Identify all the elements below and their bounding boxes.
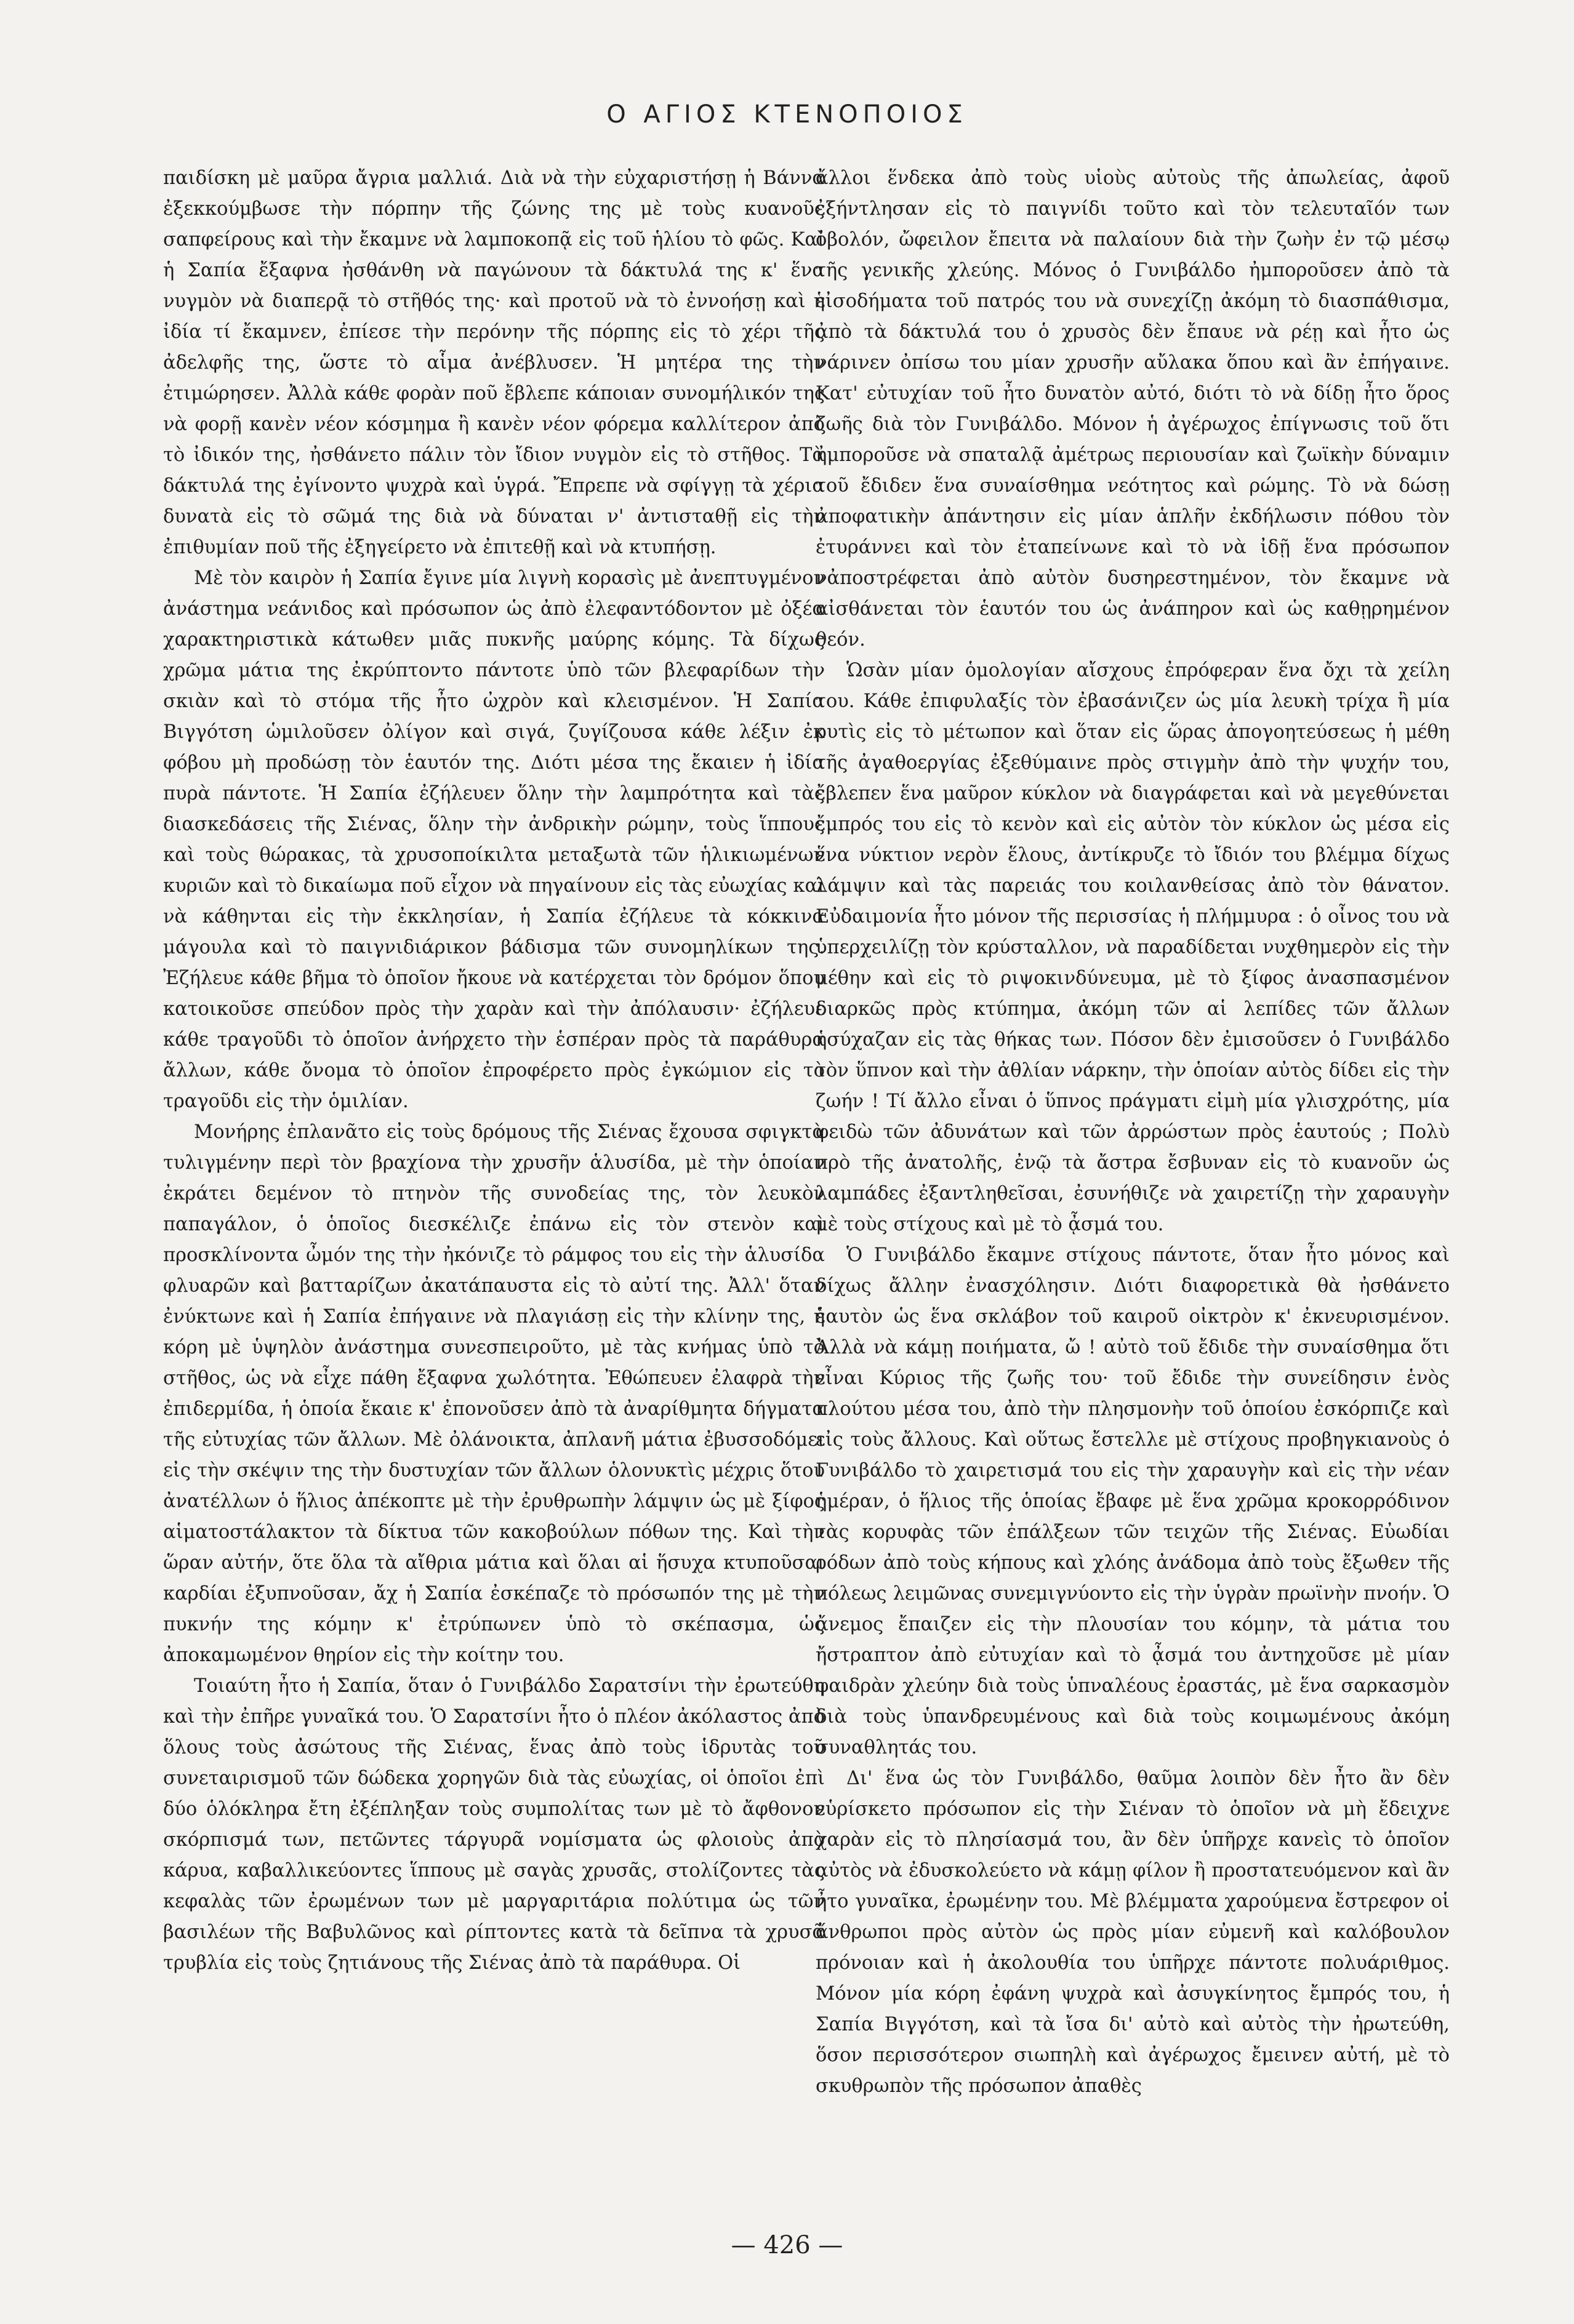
paragraph: Μὲ τὸν καιρὸν ἡ Σαπία ἔγινε μία λιγνὴ κορασὶς μὲ ἀνεπτυγμένον ἀνάστημα νεάνιδος καὶ πρόσωπον ὡς ἀπὸ ἐλεφαντόδοντον μὲ ὀξέα χαρακτηριστικὰ κάτωθεν μιᾶς πυκνῆς μαύρης κόμης. Τὰ δίχως χρῶμα μάτια της ἐκρύπτοντο πάντοτε ὑπὸ τῶν βλεφαρίδων τὴν σκιὰν καὶ τὸ στόμα τῆς ἦτο ὠχρὸν καὶ κλεισμένον. Ἡ Σαπία Βιγγότση ὡμιλοῦσεν ὀλίγον καὶ σιγά, ζυγίζουσα κάθε λέξιν ἐκ φόβου μὴ προδώσῃ τὸν ἑαυτόν της. Διότι μέσα της ἔκαιεν ἡ ἰδία πυρὰ πάντοτε. Ἡ Σαπία ἐζήλευεν ὅλην τὴν λαμπρότητα καὶ τὰς διασκεδάσεις τῆς Σιένας, ὅλην τὴν ἀνδρικὴν ρώμην, τοὺς ἵππους καὶ τοὺς θώρακας, τὰ χρυσοποίκιλτα μεταξωτὰ τῶν ἡλικιωμένων κυριῶν καὶ τὸ δικαίωμα ποῦ εἶχον νὰ πηγαίνουν εἰς τὰς εὐωχίας καὶ νὰ κάθηνται εἰς τὴν ἐκκλησίαν, ἡ Σαπία ἐζήλευε τὰ κόκκινα μάγουλα καὶ τὸ παιγνιδιάρικον βάδισμα τῶν συνομηλίκων της. Ἐζήλευε κάθε βῆμα τὸ ὁποῖον ἤκουε νὰ κατέρχεται τὸν δρόμον ὅπου κατοικοῦσε σπεύδον πρὸς τὴν χαρὰν καὶ τὴν ἀπόλαυσιν· ἐζήλευε κάθε τραγοῦδι τὸ ὁποῖον ἀνήρχετο τὴν ἑσπέραν πρὸς τὰ παράθυρα ἄλλων, κάθε ὄνομα τὸ ὁποῖον ἐπροφέρετο πρὸς ἐγκώμιον εἰς τὸ τραγοῦδι εἰς τὴν ὁμιλίαν.: [163, 567, 825, 1112]
paragraph: ἄλλοι ἕνδεκα ἀπὸ τοὺς υἱοὺς αὐτοὺς τῆς ἀπωλείας, ἀφοῦ ἐξήντλησαν εἰς τὸ παιγνίδι τοῦτο καὶ τὸν τελευταῖόν των ὀβολόν, ὤφειλον ἔπειτα νὰ παλαίουν διὰ τὴν ζωὴν ἐν τῷ μέσῳ τῆς γενικῆς χλεύης. Μόνος ὁ Γυνιβάλδο ἠμποροῦσεν ἀπὸ τὰ εἰσοδήματα τοῦ πατρός του νὰ συνεχίζῃ ἀκόμη τὸ διασπάθισμα, ἀπὸ τὰ δάκτυλά του ὁ χρυσὸς δὲν ἔπαυε νὰ ρέῃ καὶ ἦτο ὡς νάρινεν ὀπίσω του μίαν χρυσῆν αὔλακα ὅπου καὶ ἂν ἐπήγαινε. Κατ' εὐτυχίαν τοῦ ἦτο δυνατὸν αὐτό, διότι τὸ νὰ δίδῃ ἦτο ὅρος ζωῆς διὰ τὸν Γυνιβάλδο. Μόνον ἡ ἀγέρωχος ἐπίγνωσις τοῦ ὅτι ἠμποροῦσε νὰ σπαταλᾷ ἀμέτρως περιουσίαν καὶ ζωϊκὴν δύναμιν τοῦ ἔδιδεν ἕνα συναίσθημα νεότητος καὶ ρώμης. Τὸ νὰ δώσῃ ἀποφατικὴν ἀπάντησιν εἰς μίαν ἁπλῆν ἐκδήλωσιν πόθου τὸν ἐτυράννει καὶ τὸν ἐταπείνωνε καὶ τὸ νὰ ἰδῇ ἕνα πρόσωπον νἀποστρέφεται ἀπὸ αὐτὸν δυσηρεστημένον, τὸν ἔκαμνε νὰ αἰσθάνεται τὸν ἑαυτόν του ὡς ἀνάπηρον καὶ ὡς καθῃρημένον θεόν.: [816, 167, 1450, 651]
paragraph: Ὁ Γυνιβάλδο ἔκαμνε στίχους πάντοτε, ὅταν ἦτο μόνος καὶ δίχως ἄλλην ἐνασχόλησιν. Διότι διαφορετικὰ θὰ ἠσθάνετο ἑαυτὸν ὡς ἕνα σκλάβον τοῦ καιροῦ οἰκτρὸν κ' ἐκνευρισμένον. Ἀλλὰ νὰ κάμῃ ποιήματα, ὤ ! αὐτὸ τοῦ ἔδιδε τὴν συναίσθημα ὅτι εἶναι Κύριος τῆς ζωῆς του· τοῦ ἔδιδε τὴν συνείδησιν ἑνὸς πλούτου μέσα του, ἀπὸ τὴν πλησμονὴν τοῦ ὁποίου ἐσκόρπιζε καὶ εἰς τοὺς ἄλλους. Καὶ οὕτως ἔστελλε μὲ στίχους προβηγκιανοὺς ὁ Γυνιβάλδο τὸ χαιρετισμά του εἰς τὴν χαραυγὴν καὶ εἰς τὴν νέαν ἡμέραν, ὁ ἥλιος τῆς ὁποίας ἔβαφε μὲ ἕνα χρῶμα κροκορρόδινον τὰς κορυφὰς τῶν ἐπάλξεων τῶν τειχῶν τῆς Σιένας. Εὐωδίαι ρόδων ἀπὸ τοὺς κήπους καὶ χλόης ἀνάδομα ἀπὸ τοὺς ἔξωθεν τῆς πόλεως λειμῶνας συνεμιγνύοντο εἰς τὴν ὑγρὰν πρωϊνὴν πνοήν. Ὁ ἄνεμος ἔπαιζεν εἰς τὴν πλουσίαν του κόμην, τὰ μάτια του ἤστραπτον ἀπὸ εὐτυχίαν καὶ τὸ ᾆσμά του ἀντηχοῦσε μὲ μίαν φαιδρὰν χλεύην διὰ τοὺς ὑπναλέους ἐραστάς, μὲ ἕνα σαρκασμὸν διὰ τοὺς ὑπανδρευμένους καὶ διὰ τοὺς κοιμωμένους ἀκόμη συναθλητάς του.: [816, 1244, 1450, 1758]
left-column: [163, 163, 825, 1979]
paragraph: Δι' ἕνα ὡς τὸν Γυνιβάλδο, θαῦμα λοιπὸν δὲν ἦτο ἂν δὲν εὑρίσκετο πρόσωπον εἰς τὴν Σιέναν τὸ ὁποῖον νὰ μὴ ἔδειχνε χαρὰν εἰς τὸ πλησίασμά του, ἂν δὲν ὑπῆρχε κανεὶς τὸ ὁποῖον αὐτὸς νὰ ἐδυσκολεύετο νὰ κάμῃ φίλον ἢ προστατευόμενον καὶ ἂν ἦτο γυναῖκα, ἐρωμένην του. Μὲ βλέμματα χαρούμενα ἔστρεφον οἱ ἄνθρωποι πρὸς αὐτὸν ὡς πρὸς μίαν εὐμενῆ καὶ καλόβουλον πρόνοιαν καὶ ἡ ἀκολουθία του ὑπῆρχε πάντοτε πολυάριθμος. Μόνον μία κόρη ἐφάνη ψυχρὰ καὶ ἀσυγκίνητος ἔμπρός του, ἡ Σαπία Βιγγότση, καὶ τὰ ἴσα δι' αὐτὸ καὶ αὐτὸς τὴν ἠρωτεύθη, ὅσον περισσότερον σιωπηλὴ καὶ ἀγέρωχος ἔμεινεν αὐτή, μὲ τὸ σκυθρωπὸν τῆς πρόσωπον ἀπαθὲς: [816, 1768, 1450, 2097]
page-number: — 426 —: [731, 2231, 843, 2259]
paragraph: Τοιαύτη ἦτο ἡ Σαπία, ὅταν ὁ Γυνιβάλδο Σαρατσίνι τὴν ἐρωτεύθη καὶ τὴν ἐπῆρε γυναῖκά του. Ὁ Σαρατσίνι ἦτο ὁ πλέον ἀκόλαστος ἀπὸ ὅλους τοὺς ἀσώτους τῆς Σιένας, ἕνας ἀπὸ τοὺς ἱδρυτὰς τοῦ συνεταιρισμοῦ τῶν δώδεκα χορηγῶν διὰ τὰς εὐωχίας, οἱ ὁποῖοι ἐπὶ δύο ὁλόκληρα ἔτη ἐξέπληξαν τοὺς συμπολίτας των μὲ τὸ ἄφθονον σκόρπισμά των, πετῶντες τάργυρᾶ νομίσματα ὡς φλοιοὺς ἀπὸ κάρυα, καβαλλικεύοντες ἵππους μὲ σαγὰς χρυσᾶς, στολίζοντες τὰς κεφαλὰς τῶν ἐρωμένων των μὲ μαργαριτάρια πολύτιμα ὡς τῶν βασιλέων τῆς Βαβυλῶνος καὶ ρίπτοντες κατὰ τὰ δεῖπνα τὰ χρυσᾶ τρυβλία εἰς τοὺς ζητιάνους τῆς Σιένας ἀπὸ τὰ παράθυρα. Οἱ: [163, 1675, 825, 1974]
paragraph: παιδίσκη μὲ μαῦρα ἄγρια μαλλιά. Διὰ νὰ τὴν εὐχαριστήσῃ ἡ Βάννα ἐξεκκούμβωσε τὴν πόρπην τῆς ζώνης της μὲ τοὺς κυανοῦς σαπφείρους καὶ τὴν ἔκαμνε νὰ λαμποκοπᾷ εἰς τοῦ ἡλίου τὸ φῶς. Καὶ ἡ Σαπία ἔξαφνα ἠσθάνθη νὰ παγώνουν τὰ δάκτυλά της κ' ἕνα νυγμὸν νὰ διαπερᾷ τὸ στῆθός της· καὶ προτοῦ νὰ τὸ ἐννοήσῃ καὶ ἡ ἰδία τί ἔκαμνεν, ἐπίεσε τὴν περόνην τῆς πόρπης εἰς τὸ χέρι τῆς ἀδελφῆς της, ὥστε τὸ αἷμα ἀνέβλυσεν. Ἡ μητέρα της τὴν ἐτιμώρησεν. Ἀλλὰ κάθε φορὰν ποῦ ἔβλεπε κάποιαν συνομήλικόν της νὰ φορῇ κανὲν νέον κόσμημα ἢ κανὲν νέον φόρεμα καλλίτερον ἀπὸ τὸ ἰδικόν της, ἠσθάνετο πάλιν τὸν ἴδιον νυγμὸν εἰς τὸ στῆθος. Τὰ δάκτυλά της ἐγίνοντο ψυχρὰ καὶ ὑγρά. Ἔπρεπε νὰ σφίγγῃ τὰ χέρια δυνατὰ εἰς τὸ σῶμά της διὰ νὰ δύναται ν' ἀντισταθῇ εἰς τὴν ἐπιθυμίαν ποῦ τῆς ἐξηγείρετο νὰ ἐπιτεθῇ καὶ νὰ κτυπήσῃ.: [163, 167, 825, 558]
paragraph: Ὡσὰν μίαν ὁμολογίαν αἴσχους ἐπρόφεραν ἕνα ὄχι τὰ χείλη του. Κάθε ἐπιφυλαξίς τὸν ἐβασάνιζεν ὡς μία λευκὴ τρίχα ἢ μία ρυτὶς εἰς τὸ μέτωπον καὶ ὅταν εἰς ὥρας ἀπογοητεύσεως ἡ μέθη τῆς ἀγαθοεργίας ἐξεθύμαινε πρὸς στιγμὴν ἀπὸ τὴν ψυχήν του, ἔβλεπεν ἕνα μαῦρον κύκλον νὰ διαγράφεται καὶ νὰ μεγεθύνεται ἔμπρός του εἰς τὸ κενὸν καὶ εἰς αὐτὸν τὸν κύκλον ὡς μέσα εἰς ἕνα νύκτιον νερὸν ἕλους, ἀντίκρυζε τὸ ἴδιόν του βλέμμα δίχως λάμψιν καὶ τὰς παρειάς του κοιλανθείσας ἀπὸ τὸν θάνατον. Εὐδαιμονία ἦτο μόνον τῆς περισσίας ἡ πλήμμυρα : ὁ οἶνος του νὰ ὑπερχειλίζῃ τὸν κρύσταλλον, νὰ παραδίδεται νυχθημερὸν εἰς τὴν μέθην καὶ εἰς τὸ ριψοκινδύνευμα, μὲ τὸ ξίφος ἀνασπασμένον διαρκῶς πρὸς κτύπημα, ἀκόμη τῶν αἱ λεπίδες τῶν ἄλλων ἡσύχαζαν εἰς τὰς θήκας των. Πόσον δὲν ἐμισοῦσεν ὁ Γυνιβάλδο τὸν ὕπνον καὶ τὴν ἀθλίαν νάρκην, τὴν ὁποίαν αὐτὸς δίδει εἰς τὴν ζωήν ! Τί ἄλλο εἶναι ὁ ὕπνος πράγματι εἰμὴ μία γλισχρότης, μία φειδὼ τῶν ἀδυνάτων καὶ τῶν ἀρρώστων πρὸς ἑαυτούς ; Πολὺ πρὸ τῆς ἀνατολῆς, ἐνῷ τὰ ἄστρα ἔσβυναν εἰς τὸ κυανοῦν ὡς λαμπάδες ἐξαντληθεῖσαι, ἐσυνήθιζε νὰ χαιρετίζῃ τὴν χαραυγὴν μὲ τοὺς στίχους καὶ μὲ τὸ ᾆσμά του.: [816, 660, 1450, 1235]
paragraph: Μονήρης ἐπλανᾶτο εἰς τοὺς δρόμους τῆς Σιένας ἔχουσα σφιγκτὰ τυλιγμένην περὶ τὸν βραχίονα τὴν χρυσῆν ἁλυσίδα, μὲ τὴν ὁποίαν ἐκράτει δεμένον τὸ πτηνὸν τῆς συνοδείας της, τὸν λευκὸν παπαγάλον, ὁ ὁποῖος διεσκέλιζε ἐπάνω εἰς τὸν στενὸν καὶ προσκλίνοντα ὦμόν της τὴν ἠκόνιζε τὸ ράμφος του εἰς τὴν ἁλυσίδα φλυαρῶν καὶ βατταρίζων ἀκατάπαυστα εἰς τὸ αὐτί της. Ἀλλ' ὅταν ἐνύκτωνε καὶ ἡ Σαπία ἐπήγαινε νὰ πλαγιάσῃ εἰς τὴν κλίνην της, ἡ κόρη μὲ ὑψηλὸν ἀνάστημα συνεσπειροῦτο, μὲ τὰς κνήμας ὑπὸ τὸ στῆθος, ὡς νὰ εἶχε πάθη ἔξαφνα χωλότητα. Ἐθώπευεν ἐλαφρὰ τὴν ἐπιδερμίδα, ἡ ὁποία ἔκαιε κ' ἐπονοῦσεν ἀπὸ τὰ ἀναρίθμητα δήγματα τῆς εὐτυχίας τῶν ἄλλων. Μὲ ὀλάνοικτα, ἀπλανῆ μάτια ἐβυσσοδόμει εἰς τὴν σκέψιν της τὴν δυστυχίαν τῶν ἄλλων ὁλονυκτὶς μέχρις ὅτου ἀνατέλλων ὁ ἥλιος ἀπέκοπτε μὲ τὴν ἐρυθρωπὴν λάμψιν ὡς μὲ ξίφος αἱματοστάλακτον τὰ δίκτυα τῶν κακοβούλων πόθων της. Καὶ τὴν ὥραν αὐτήν, ὅτε ὅλα τὰ αἴθρια μάτια καὶ ὅλαι αἱ ἥσυχα κτυποῦσαι καρδίαι ἐξυπνοῦσαν, ἄχ ἡ Σαπία ἐσκέπαζε τὸ πρόσωπόν της μὲ τὴν πυκνήν της κόμην κ' ἐτρύπωνεν ὑπὸ τὸ σκέπασμα, ὡς ἀποκαμωμένον θηρίον εἰς τὴν κοίτην του.: [163, 1121, 825, 1666]
right-column: [816, 163, 1450, 2102]
running-title: Ο ΑΓΙΟΣ ΚΤΕΝΟΠΟΙΟΣ: [606, 100, 968, 129]
